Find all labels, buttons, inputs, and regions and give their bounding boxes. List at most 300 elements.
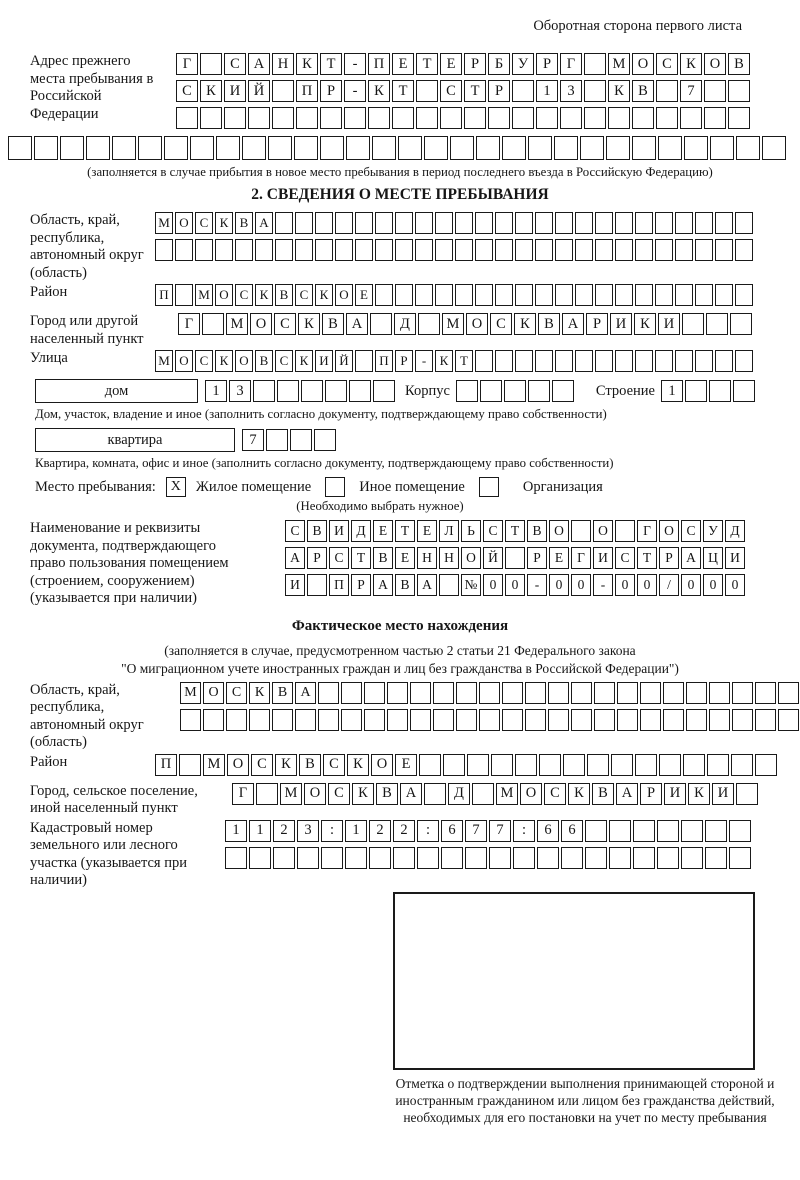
char-cell: 7 <box>465 820 487 842</box>
char-cell <box>455 239 473 261</box>
char-cell <box>190 136 214 160</box>
char-cell <box>595 239 613 261</box>
char-cell <box>180 709 201 731</box>
char-cell <box>513 847 535 869</box>
char-cell <box>373 380 395 402</box>
char-cell <box>277 380 299 402</box>
char-cell: Н <box>439 547 459 569</box>
char-cell <box>275 212 293 234</box>
char-cell <box>398 136 422 160</box>
char-cell: М <box>280 783 302 805</box>
char-cell: К <box>435 350 453 372</box>
char-cell <box>455 284 473 306</box>
char-cell <box>675 350 693 372</box>
char-cell: М <box>608 53 630 75</box>
char-cell: О <box>371 754 393 776</box>
char-cell <box>663 709 684 731</box>
prev-address-grid-row-2 <box>176 80 750 102</box>
char-cell: С <box>656 53 678 75</box>
char-cell: А <box>616 783 638 805</box>
char-cell <box>729 847 751 869</box>
fact-kadastr-grid-row-1 <box>225 820 751 842</box>
char-cell <box>372 136 396 160</box>
char-cell <box>393 847 415 869</box>
char-cell: С <box>195 350 213 372</box>
char-cell <box>705 847 727 869</box>
korpus-label: Корпус <box>405 382 450 399</box>
prev-address-grid-row-3 <box>176 107 750 129</box>
char-cell: К <box>295 350 313 372</box>
char-cell: Р <box>464 53 486 75</box>
char-cell: № <box>461 574 481 596</box>
char-cell: В <box>307 520 327 542</box>
char-cell: С <box>235 284 253 306</box>
char-cell: 6 <box>561 820 583 842</box>
char-cell: Р <box>351 574 371 596</box>
char-cell <box>778 682 799 704</box>
fact-rayon-block <box>30 754 770 781</box>
char-cell <box>681 847 703 869</box>
char-cell <box>175 239 193 261</box>
char-cell: А <box>285 547 305 569</box>
char-cell: 6 <box>537 820 559 842</box>
prev-address-grid-row-4 <box>8 136 770 160</box>
char-cell <box>778 709 799 731</box>
doc-grid-row-2 <box>285 547 745 569</box>
s2-ulitsa-label: Улица <box>30 350 68 366</box>
char-cell: Л <box>439 520 459 542</box>
char-cell <box>479 682 500 704</box>
char-cell <box>86 136 110 160</box>
char-cell: К <box>315 284 333 306</box>
char-cell <box>535 350 553 372</box>
char-cell: О <box>203 682 224 704</box>
char-cell: В <box>373 547 393 569</box>
checkbox-zhiloe: X <box>166 477 186 497</box>
page-side-note: Оборотная сторона первого листа <box>533 18 742 34</box>
char-cell <box>584 53 606 75</box>
char-cell <box>502 709 523 731</box>
char-cell <box>515 212 533 234</box>
char-cell: Г <box>176 53 198 75</box>
char-cell: У <box>703 520 723 542</box>
char-cell <box>226 709 247 731</box>
char-cell <box>253 380 275 402</box>
char-cell <box>410 709 431 731</box>
char-cell: М <box>155 212 173 234</box>
char-cell <box>585 847 607 869</box>
char-cell <box>704 80 726 102</box>
char-cell <box>580 136 604 160</box>
char-cell: К <box>249 682 270 704</box>
char-cell: И <box>712 783 734 805</box>
char-cell <box>548 709 569 731</box>
char-cell: М <box>180 682 201 704</box>
char-cell: К <box>215 212 233 234</box>
char-cell <box>729 820 751 842</box>
char-cell: У <box>512 53 534 75</box>
char-cell <box>375 212 393 234</box>
char-cell <box>450 136 474 160</box>
char-cell <box>344 107 366 129</box>
char-cell: Е <box>417 520 437 542</box>
char-cell <box>249 709 270 731</box>
char-cell: О <box>593 520 613 542</box>
checkbox-inoe <box>325 477 345 497</box>
char-cell: К <box>680 53 702 75</box>
char-cell: В <box>376 783 398 805</box>
char-cell: С <box>615 547 635 569</box>
char-cell <box>633 820 655 842</box>
char-cell: П <box>329 574 349 596</box>
char-cell <box>455 212 473 234</box>
char-cell: В <box>299 754 321 776</box>
char-cell: 1 <box>345 820 367 842</box>
char-cell: 0 <box>549 574 569 596</box>
char-cell <box>443 754 465 776</box>
mesto-opt2-label: Иное помещение <box>359 478 465 495</box>
char-cell: О <box>335 284 353 306</box>
char-cell <box>495 350 513 372</box>
char-cell <box>615 212 633 234</box>
char-cell <box>606 136 630 160</box>
char-cell <box>296 107 318 129</box>
char-cell <box>655 350 673 372</box>
char-cell <box>266 429 288 451</box>
char-cell <box>341 682 362 704</box>
char-cell <box>732 682 753 704</box>
kvartira-grid-row <box>242 429 336 451</box>
char-cell <box>433 709 454 731</box>
char-cell <box>735 212 753 234</box>
char-cell <box>248 107 270 129</box>
char-cell: Т <box>455 350 473 372</box>
char-cell <box>515 284 533 306</box>
char-cell <box>467 754 489 776</box>
char-cell <box>635 212 653 234</box>
char-cell: : <box>513 820 535 842</box>
char-cell: Г <box>637 520 657 542</box>
char-cell <box>655 284 673 306</box>
char-cell: - <box>527 574 547 596</box>
prev-address-label: Адрес прежнего места пребывания в Российской Федерации <box>30 53 154 122</box>
char-cell <box>375 284 393 306</box>
char-cell <box>657 847 679 869</box>
char-cell <box>695 284 713 306</box>
char-cell: С <box>490 313 512 335</box>
char-cell: П <box>155 754 177 776</box>
char-cell: К <box>275 754 297 776</box>
char-cell <box>256 783 278 805</box>
char-cell <box>476 136 500 160</box>
char-cell: К <box>608 80 630 102</box>
fact-rayon-label: Район <box>30 753 68 770</box>
s2-gorod-label: Город или другой населенный пункт <box>30 313 144 347</box>
fact-gorod-grid-row <box>232 783 758 805</box>
char-cell <box>435 239 453 261</box>
char-cell: М <box>155 350 173 372</box>
char-cell <box>456 682 477 704</box>
char-cell <box>755 682 776 704</box>
char-cell: - <box>415 350 433 372</box>
char-cell: И <box>224 80 246 102</box>
char-cell <box>424 783 446 805</box>
char-cell <box>685 380 707 402</box>
char-cell <box>203 709 224 731</box>
char-cell: К <box>200 80 222 102</box>
char-cell <box>735 284 753 306</box>
char-cell <box>684 136 708 160</box>
char-cell <box>224 107 246 129</box>
char-cell <box>415 284 433 306</box>
dom-box: дом <box>35 379 198 403</box>
char-cell: 0 <box>725 574 745 596</box>
char-cell <box>715 350 733 372</box>
char-cell <box>706 313 728 335</box>
char-cell <box>680 107 702 129</box>
char-cell: 1 <box>661 380 683 402</box>
char-cell <box>433 682 454 704</box>
char-cell <box>683 754 705 776</box>
char-cell: И <box>725 547 745 569</box>
char-cell: Б <box>488 53 510 75</box>
char-cell <box>235 239 253 261</box>
char-cell <box>539 754 561 776</box>
char-cell <box>755 754 777 776</box>
char-cell <box>273 847 295 869</box>
char-cell <box>242 136 266 160</box>
char-cell: А <box>400 783 422 805</box>
mesto-opt1-label: Жилое помещение <box>195 478 312 495</box>
char-cell: Р <box>395 350 413 372</box>
s2-rayon-grid-row <box>155 284 753 306</box>
char-cell: 7 <box>680 80 702 102</box>
char-cell <box>294 136 318 160</box>
char-cell <box>695 212 713 234</box>
char-cell <box>475 350 493 372</box>
char-cell: И <box>285 574 305 596</box>
char-cell: К <box>368 80 390 102</box>
char-cell: Г <box>178 313 200 335</box>
char-cell: И <box>315 350 333 372</box>
char-cell: : <box>321 820 343 842</box>
char-cell: Д <box>448 783 470 805</box>
char-cell <box>575 239 593 261</box>
char-cell: М <box>203 754 225 776</box>
char-cell <box>735 239 753 261</box>
char-cell <box>164 136 188 160</box>
char-cell <box>571 520 591 542</box>
char-cell <box>656 80 678 102</box>
char-cell: О <box>235 350 253 372</box>
char-cell: С <box>483 520 503 542</box>
char-cell: О <box>304 783 326 805</box>
s2-rayon-label: Район <box>30 284 68 300</box>
char-cell <box>635 754 657 776</box>
char-cell: В <box>272 682 293 704</box>
char-cell <box>512 107 534 129</box>
char-cell <box>595 212 613 234</box>
char-cell <box>495 284 513 306</box>
char-cell <box>176 107 198 129</box>
char-cell <box>155 239 173 261</box>
char-cell <box>695 239 713 261</box>
char-cell <box>417 847 439 869</box>
char-cell: О <box>632 53 654 75</box>
char-cell <box>488 107 510 129</box>
fact-kadastr-block <box>30 820 770 890</box>
char-cell <box>290 429 312 451</box>
char-cell: В <box>538 313 560 335</box>
char-cell: 1 <box>536 80 558 102</box>
char-cell <box>465 847 487 869</box>
char-cell: М <box>496 783 518 805</box>
dom-grid-row <box>205 380 395 402</box>
char-cell <box>635 239 653 261</box>
char-cell <box>675 212 693 234</box>
char-cell: О <box>461 547 481 569</box>
char-cell: К <box>255 284 273 306</box>
stamp-caption: Отметка о подтверждении выполнения принимающей стороной и иностранным гражданином или лицом без гражданства действий, необходимых для его постановки на учет по месту пребывания <box>395 1075 775 1125</box>
char-cell <box>375 239 393 261</box>
char-cell <box>632 107 654 129</box>
char-cell: 6 <box>441 820 463 842</box>
char-cell: В <box>322 313 344 335</box>
char-cell: М <box>442 313 464 335</box>
char-cell <box>731 754 753 776</box>
char-cell: Р <box>307 547 327 569</box>
char-cell: В <box>632 80 654 102</box>
char-cell <box>675 284 693 306</box>
char-cell: - <box>344 80 366 102</box>
char-cell: С <box>176 80 198 102</box>
char-cell <box>504 380 526 402</box>
char-cell: Р <box>320 80 342 102</box>
char-cell <box>710 136 734 160</box>
char-cell <box>307 574 327 596</box>
char-cell: Т <box>464 80 486 102</box>
char-cell <box>515 350 533 372</box>
char-cell: Т <box>351 547 371 569</box>
char-cell <box>456 380 478 402</box>
char-cell: А <box>295 682 316 704</box>
kvartira-box: квартира <box>35 428 235 452</box>
s2-oblast-label: Область, край, республика, автономный округ (область) <box>30 212 144 281</box>
char-cell <box>202 313 224 335</box>
char-cell: П <box>296 80 318 102</box>
char-cell <box>475 239 493 261</box>
korpus-grid-row <box>456 380 574 402</box>
char-cell: Г <box>232 783 254 805</box>
mesto-note: (Необходимо выбрать нужное) <box>296 499 464 513</box>
char-cell <box>60 136 84 160</box>
char-cell <box>525 709 546 731</box>
char-cell <box>349 380 371 402</box>
char-cell: С <box>195 212 213 234</box>
char-cell <box>416 107 438 129</box>
char-cell: М <box>226 313 248 335</box>
char-cell: Е <box>395 547 415 569</box>
kvartira-row <box>35 428 770 452</box>
s2-oblast-grid-row-2 <box>155 239 753 261</box>
char-cell: С <box>329 547 349 569</box>
char-cell <box>709 682 730 704</box>
char-cell <box>225 847 247 869</box>
char-cell: А <box>681 547 701 569</box>
char-cell <box>475 212 493 234</box>
char-cell <box>138 136 162 160</box>
char-cell: Р <box>488 80 510 102</box>
char-cell: Д <box>725 520 745 542</box>
char-cell <box>555 284 573 306</box>
char-cell <box>575 350 593 372</box>
char-cell: Й <box>483 547 503 569</box>
char-cell <box>611 754 633 776</box>
fact-kadastr-label: Кадастровый номер земельного или лесного участка (указывается при наличии) <box>30 819 187 888</box>
char-cell <box>595 284 613 306</box>
fact-caption-1: (заполняется в случае, предусмотренном частью 2 статьи 21 Федерального закона <box>164 642 636 658</box>
char-cell <box>704 107 726 129</box>
char-cell: В <box>235 212 253 234</box>
char-cell <box>364 682 385 704</box>
char-cell: 3 <box>229 380 251 402</box>
char-cell <box>536 107 558 129</box>
char-cell <box>640 709 661 731</box>
char-cell: А <box>248 53 270 75</box>
char-cell <box>419 754 441 776</box>
char-cell <box>575 212 593 234</box>
char-cell: Й <box>335 350 353 372</box>
char-cell <box>663 682 684 704</box>
char-cell: С <box>440 80 462 102</box>
char-cell <box>587 754 609 776</box>
char-cell: А <box>373 574 393 596</box>
char-cell <box>370 313 392 335</box>
char-cell <box>571 709 592 731</box>
char-cell <box>364 709 385 731</box>
char-cell <box>563 754 585 776</box>
char-cell: С <box>226 682 247 704</box>
char-cell <box>528 136 552 160</box>
char-cell: А <box>255 212 273 234</box>
char-cell <box>34 136 58 160</box>
char-cell <box>268 136 292 160</box>
char-cell <box>715 212 733 234</box>
char-cell <box>439 574 459 596</box>
char-cell <box>491 754 513 776</box>
char-cell <box>633 847 655 869</box>
char-cell <box>395 239 413 261</box>
char-cell: В <box>255 350 273 372</box>
char-cell <box>555 239 573 261</box>
char-cell: К <box>568 783 590 805</box>
s2-gorod-block <box>30 313 770 348</box>
char-cell: 0 <box>505 574 525 596</box>
char-cell <box>345 847 367 869</box>
char-cell <box>320 136 344 160</box>
char-cell <box>655 239 673 261</box>
char-cell <box>335 239 353 261</box>
char-cell <box>528 380 550 402</box>
char-cell <box>736 136 760 160</box>
char-cell <box>555 212 573 234</box>
fact-title: Фактическое место нахождения <box>291 617 509 634</box>
char-cell: К <box>298 313 320 335</box>
char-cell: И <box>664 783 686 805</box>
char-cell: П <box>368 53 390 75</box>
char-cell: С <box>295 284 313 306</box>
mesto-opt3-label: Организация <box>522 478 603 495</box>
